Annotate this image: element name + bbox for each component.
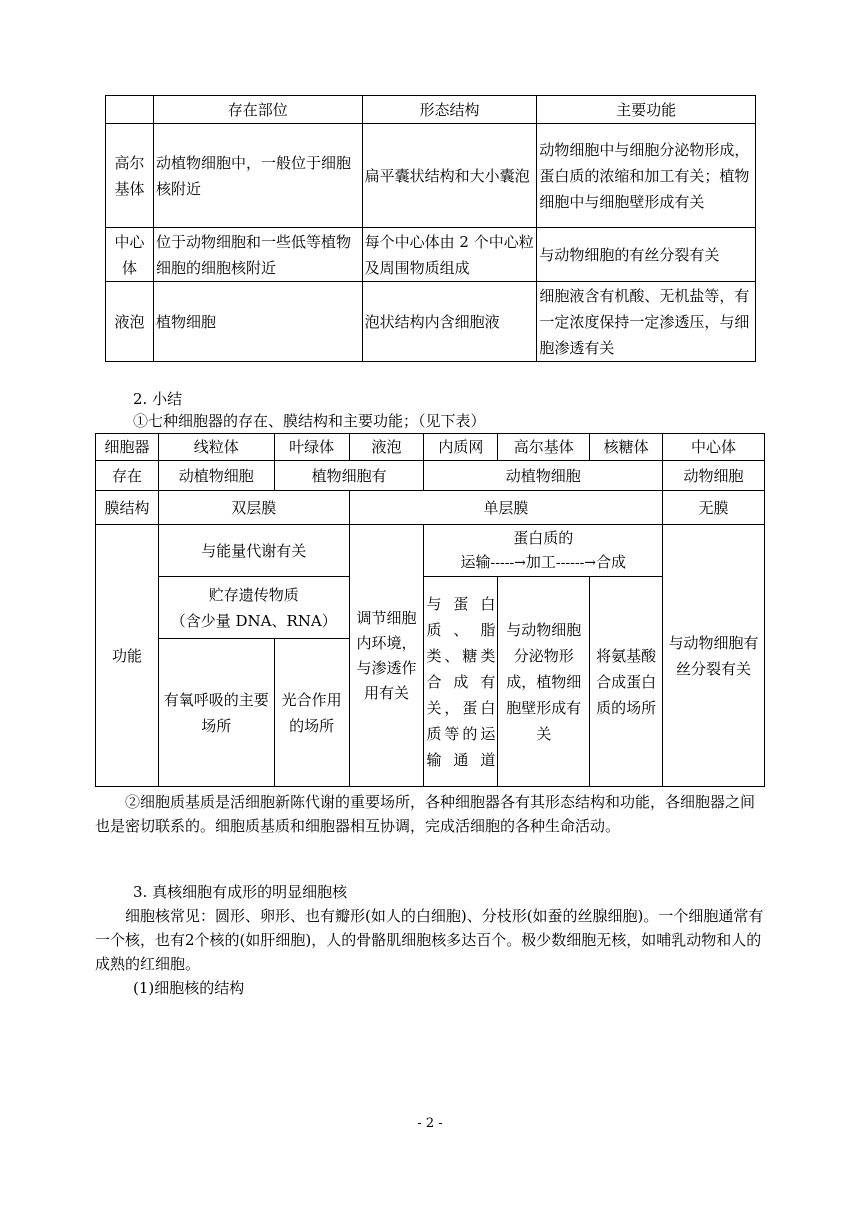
t2-genetic-cell <box>158 577 349 639</box>
t1-row-location: 植物细胞 <box>153 282 362 362</box>
t2-existence-a: 动植物细胞 <box>158 461 274 491</box>
t1-row-function: 与动物细胞的有丝分裂有关 <box>537 228 756 282</box>
dashed-arrow-icon: ------→ <box>555 555 597 571</box>
section-2-intro: ①七种细胞器的存在、膜结构和主要功能；（见下表） <box>133 412 486 430</box>
t2-col-header: 内质网 <box>424 434 498 461</box>
t2-ribosome-function: 将氨基酸合成蛋白质的场所 <box>590 577 663 787</box>
t1-row-structure: 泡状结构内含细胞液 <box>362 282 537 362</box>
t1-header-function: 主要功能 <box>537 96 756 124</box>
t1-row-function: 动物细胞中与细胞分泌物形成，蛋白质的浓缩和加工有关；植物细胞中与细胞壁形成有关 <box>537 124 756 228</box>
organelle-table-2 <box>95 433 765 787</box>
t1-header-location: 存在部位 <box>153 96 362 124</box>
t2-vacuole-function: 调节细胞内环境，与渗透作用有关 <box>349 525 424 787</box>
paragraph-cytoplasm: ②细胞质基质是活细胞新陈代谢的重要场所，各种细胞器各有其形态结构和功能，各细胞器之间也是密切联系的。细胞质基质和细胞器相互协调，完成活细胞的各种生命活动。 <box>95 793 756 835</box>
t2-chloro-function: 光合作用的场所 <box>274 639 349 787</box>
t2-col-header: 中心体 <box>663 434 765 461</box>
t1-header-structure: 形态结构 <box>362 96 537 124</box>
t2-flow-process: 加工 <box>525 553 556 571</box>
t2-membrane-label: 膜结构 <box>96 491 159 525</box>
organelle-table-1 <box>105 95 756 362</box>
t2-genetic-line1: 贮存遗传物质 <box>208 585 299 604</box>
t2-col-header: 高尔基体 <box>498 434 590 461</box>
t2-col-header: 细胞器 <box>96 434 159 461</box>
t1-row-location: 动植物细胞中，一般位于细胞核附近 <box>153 124 362 228</box>
t2-er-function: 与蛋白质、脂类、糖类合成有关，蛋白质等的运输通道 <box>424 577 498 787</box>
t2-existence-b: 植物细胞有 <box>274 461 424 491</box>
t2-col-header: 核糖体 <box>590 434 663 461</box>
section-3-heading: 3. 真核细胞有成形的明显细胞核 <box>133 883 348 901</box>
t2-genetic-line2: （含少量 DNA、RNA） <box>170 611 337 630</box>
t2-energy-cell: 与能量代谢有关 <box>158 525 349 577</box>
t2-col-header: 线粒体 <box>158 434 274 461</box>
section-3-sub: (1)细胞核的结构 <box>133 979 245 997</box>
t2-protein-title: 蛋白质的 <box>513 529 574 547</box>
t1-header-blank <box>106 96 154 124</box>
t2-membrane-none: 无膜 <box>663 491 765 525</box>
dashed-arrow-icon: -----→ <box>490 555 526 571</box>
t1-row-location: 位于动物细胞和一些低等植物细胞的细胞核附近 <box>153 228 362 282</box>
t2-existence-d: 动物细胞 <box>663 461 765 491</box>
t2-existence-label: 存在 <box>96 461 159 491</box>
t2-col-header: 叶绿体 <box>274 434 349 461</box>
t1-row-structure: 每个中心体由 2 个中心粒及周围物质组成 <box>362 228 537 282</box>
t2-centrosome-function: 与动物细胞有丝分裂有关 <box>663 525 765 787</box>
t2-protein-flow <box>426 550 660 575</box>
t2-golgi-function: 与动物细胞分泌物形成，植物细胞壁形成有关 <box>498 577 590 787</box>
t1-row-name: 中心体 <box>106 228 154 282</box>
t2-protein-flow-cell <box>424 525 663 577</box>
t2-col-header: 液泡 <box>349 434 424 461</box>
section-2-heading: 2. 小结 <box>133 390 183 408</box>
t1-row-name: 液泡 <box>106 282 154 362</box>
t1-row-name: 高尔基体 <box>106 124 154 228</box>
section-3-body: 细胞核常见：圆形、卵形、也有瓣形(如人的白细胞)、分枝形(如蚕的丝腺细胞)。一个细胞通常有一个核，也有2个核的(如肝细胞)，人的骨骼肌细胞核多达百个。极少数细胞无核，如哺乳动物和人的成熟的红细胞。 <box>95 907 764 973</box>
t1-row-structure: 扁平囊状结构和大小囊泡 <box>362 124 537 228</box>
t2-mito-function: 有氧呼吸的主要场所 <box>158 639 274 787</box>
t2-existence-c: 动植物细胞 <box>424 461 663 491</box>
t1-row-function: 细胞液含有机酸、无机盐等，有一定浓度保持一定渗透压，与细胞渗透有关 <box>537 282 756 362</box>
t2-membrane-single: 单层膜 <box>349 491 663 525</box>
t2-membrane-double: 双层膜 <box>158 491 349 525</box>
page-number: - 2 - <box>417 1116 443 1131</box>
t2-flow-synth: 合成 <box>596 553 627 571</box>
t2-function-label: 功能 <box>96 525 159 787</box>
t2-flow-transport: 运输 <box>460 553 491 571</box>
